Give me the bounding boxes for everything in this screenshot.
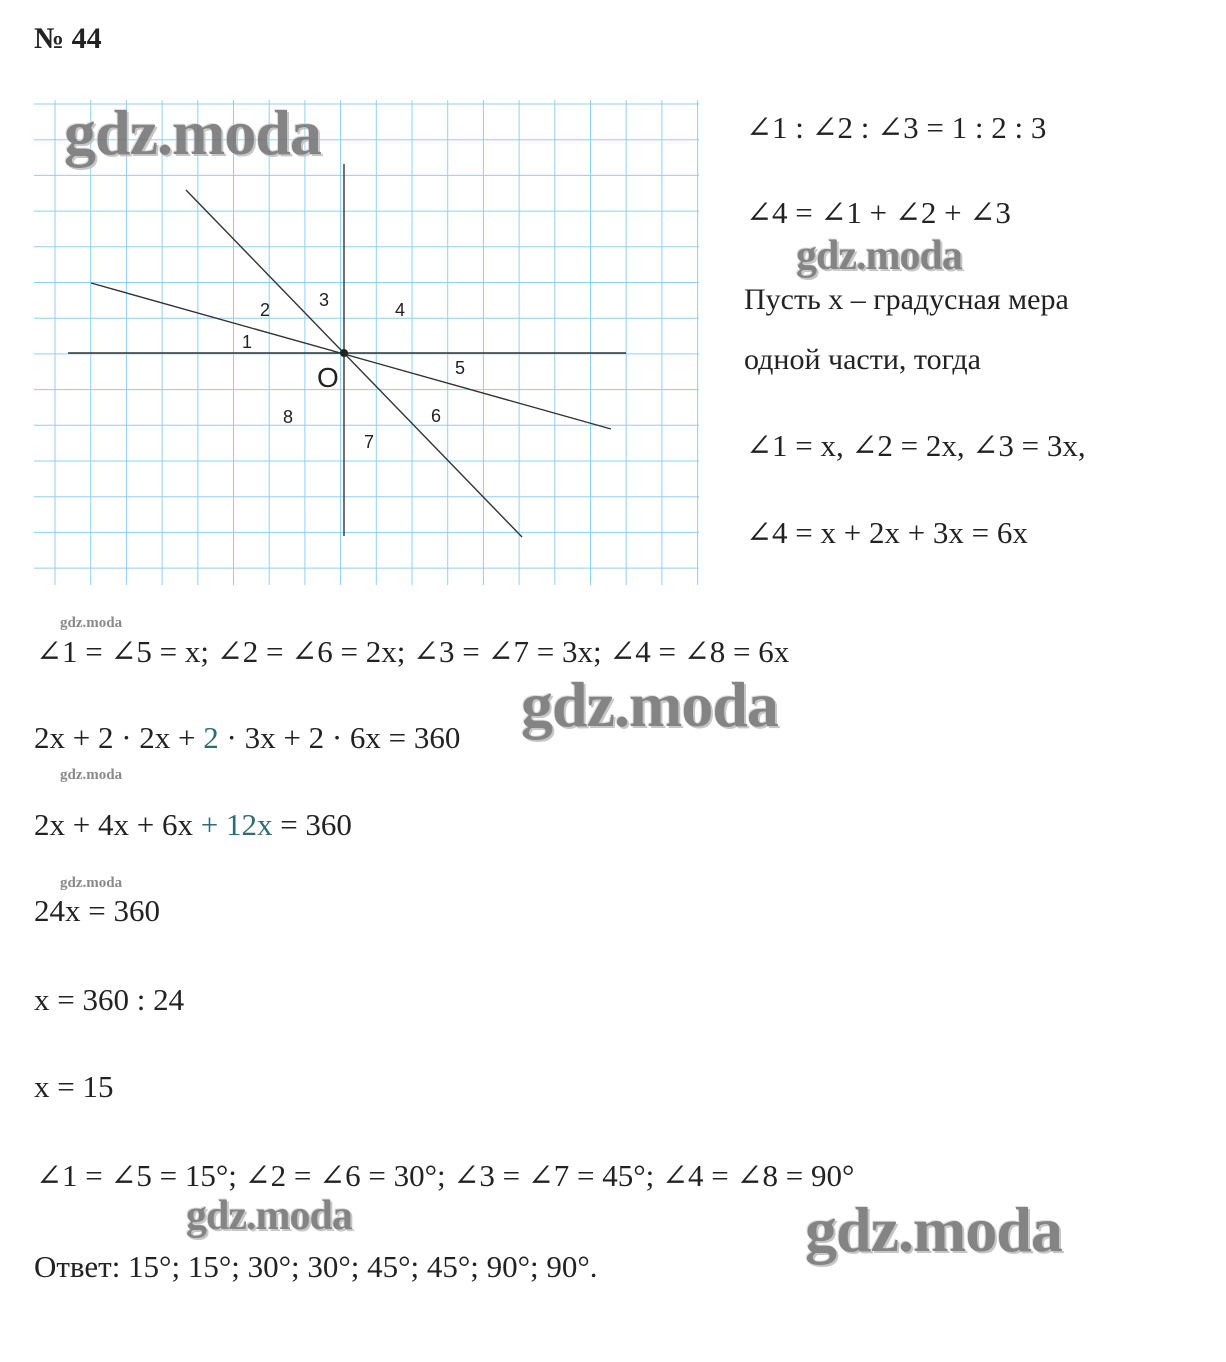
watermark-logo: gdz.moda xyxy=(186,1193,352,1239)
equation-2 xyxy=(34,809,352,840)
values-line: ∠1 = x, ∠2 = 2x, ∠3 = 3x, xyxy=(746,428,1086,463)
equation-3: 24x = 360 xyxy=(34,893,160,928)
line-3-7 xyxy=(186,190,522,537)
equation-2-part-b: + 12x xyxy=(200,807,273,842)
equation-1-part-c: · 3x + 2 · 6x = 360 xyxy=(218,720,461,755)
origin-point xyxy=(340,349,348,357)
grid-lines xyxy=(34,100,699,585)
watermark-logo: gdz.moda xyxy=(796,233,962,279)
equation-2-part-c: = 360 xyxy=(272,807,352,842)
result-line: ∠1 = ∠5 = 15°; ∠2 = ∠6 = 30°; ∠3 = ∠7 = 45°; ∠4 = ∠8 = 90° xyxy=(36,1158,855,1193)
problem-number: № 44 xyxy=(34,22,102,55)
equation-4: x = 360 : 24 xyxy=(34,982,185,1017)
equation-2-part-a: 2x + 4x + 6x xyxy=(34,807,201,842)
equation-5: x = 15 xyxy=(34,1069,114,1104)
sum-line: ∠4 = ∠1 + ∠2 + ∠3 xyxy=(746,195,1011,230)
angle-label-5: 5 xyxy=(455,358,466,378)
watermark-logo: gdz.moda xyxy=(64,97,321,168)
watermark-small: gdz.moda xyxy=(60,615,123,631)
angle-figure xyxy=(34,100,699,585)
line-1-5 xyxy=(91,283,611,429)
watermark-logo: gdz.moda xyxy=(521,669,778,740)
angle-label-4: 4 xyxy=(395,300,406,320)
equation-1-part-a: 2x + 2 · 2x + xyxy=(34,720,204,755)
ratio-line: ∠1 : ∠2 : ∠3 = 1 : 2 : 3 xyxy=(746,110,1047,145)
angle4-line: ∠4 = x + 2x + 3x = 6x xyxy=(746,515,1028,550)
angle-label-6: 6 xyxy=(431,406,442,426)
angle-label-8: 8 xyxy=(283,407,294,427)
origin-label: O xyxy=(317,362,339,393)
answer-line: Ответ: 15°; 15°; 30°; 30°; 45°; 45°; 90°; 90°. xyxy=(34,1249,598,1284)
angle-label-2: 2 xyxy=(260,300,271,320)
angle-label-3: 3 xyxy=(319,290,330,310)
let-line-1: Пусть x – градусная мера xyxy=(744,283,1069,316)
watermark-small: gdz.moda xyxy=(60,875,123,891)
let-line-2: одной части, тогда xyxy=(744,343,981,376)
angle-label-7: 7 xyxy=(364,432,375,452)
pairs-line: ∠1 = ∠5 = x; ∠2 = ∠6 = 2x; ∠3 = ∠7 = 3x; ∠4 = ∠8 = 6x xyxy=(36,634,790,669)
angle-label-1: 1 xyxy=(242,332,253,352)
watermark-logo: gdz.moda xyxy=(805,1194,1062,1265)
equation-1 xyxy=(34,722,460,753)
equation-1-part-b: 2 xyxy=(203,720,219,755)
watermark-small: gdz.moda xyxy=(60,767,123,783)
